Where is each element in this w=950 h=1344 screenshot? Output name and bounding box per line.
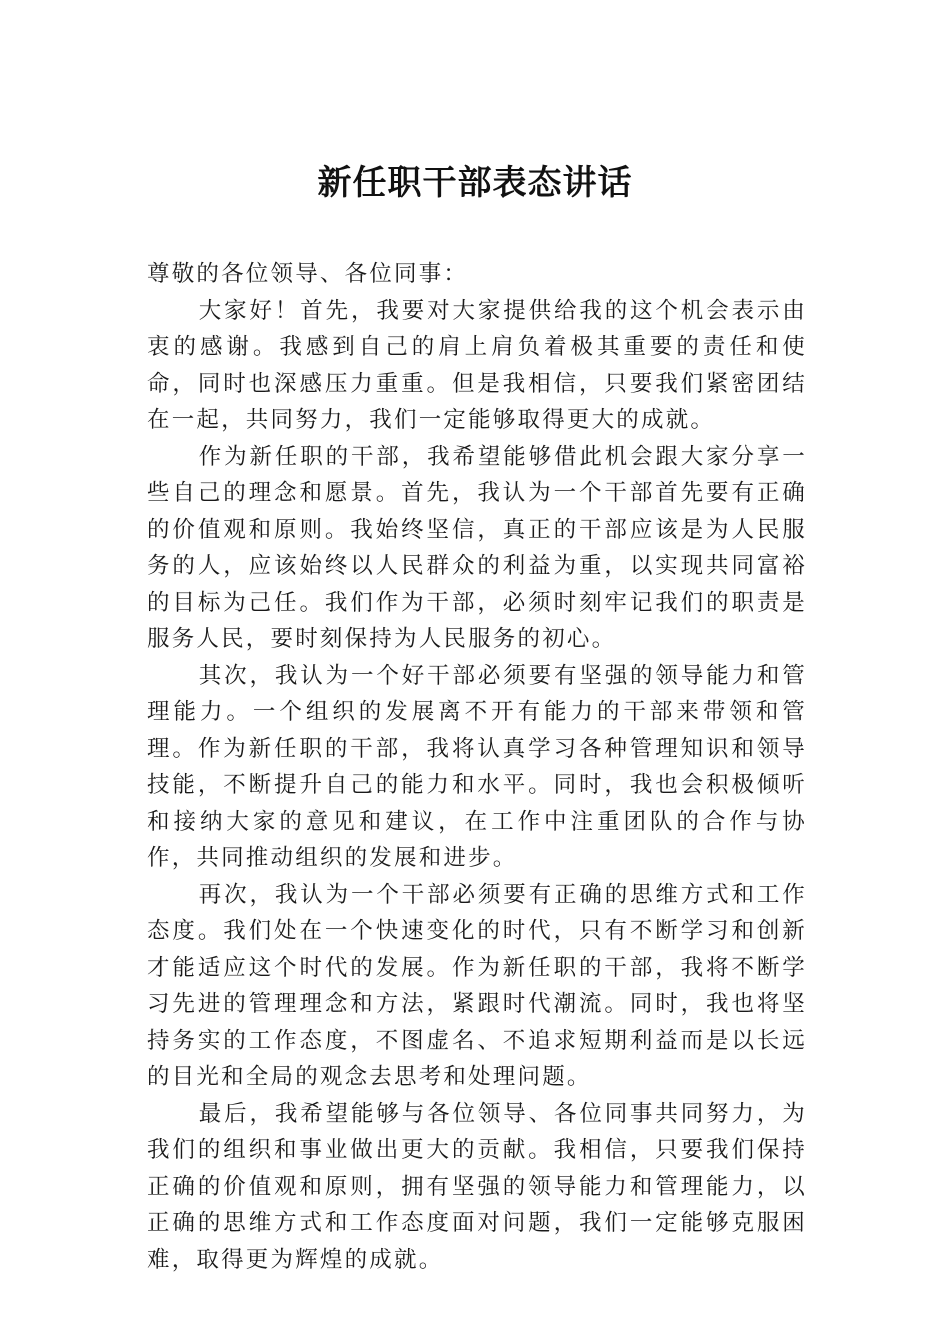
salutation: 尊敬的各位领导、各位同事： — [147, 261, 469, 287]
paragraph-5: 最后，我希望能够与各位领导、各位同事共同努力，为我们的组织和事业做出更大的贡献。我相信，只要我们保持正确的价值观和原则，拥有坚强的领导能力和管理能力，以正确的思维方式和工作态度面对问题，我们一定能够克服困难，取得更为辉煌的成就。 — [147, 1100, 807, 1273]
paragraph-1: 大家好！首先，我要对大家提供给我的这个机会表示由衷的感谢。我感到自己的肩上肩负着极其重要的责任和使命，同时也深感压力重重。但是我相信，只要我们紧密团结在一起，共同努力，我们一定能够取得更大的成就。 — [147, 297, 807, 433]
document-body — [147, 256, 807, 1278]
paragraph-4: 再次，我认为一个干部必须要有正确的思维方式和工作态度。我们处在一个快速变化的时代，只有不断学习和创新才能适应这个时代的发展。作为新任职的干部，我将不断学习先进的管理理念和方法，紧跟时代潮流。同时，我也将坚持务实的工作态度，不图虚名、不追求短期利益而是以长远的目光和全局的观念去思考和处理问题。 — [147, 881, 807, 1090]
paragraph-3: 其次，我认为一个好干部必须要有坚强的领导能力和管理能力。一个组织的发展离不开有能力的干部来带领和管理。作为新任职的干部，我将认真学习各种管理知识和领导技能，不断提升自己的能力和水平。同时，我也会积极倾听和接纳大家的意见和建议，在工作中注重团队的合作与协作，共同推动组织的发展和进步。 — [147, 662, 807, 871]
page-title: 新任职干部表态讲话 — [317, 163, 633, 203]
paragraph-2: 作为新任职的干部，我希望能够借此机会跟大家分享一些自己的理念和愿景。首先，我认为一个干部首先要有正确的价值观和原则。我始终坚信，真正的干部应该是为人民服务的人，应该始终以人民群众的利益为重，以实现共同富裕的目标为己任。我们作为干部，必须时刻牢记我们的职责是服务人民，要时刻保持为人民服务的初心。 — [147, 443, 807, 652]
